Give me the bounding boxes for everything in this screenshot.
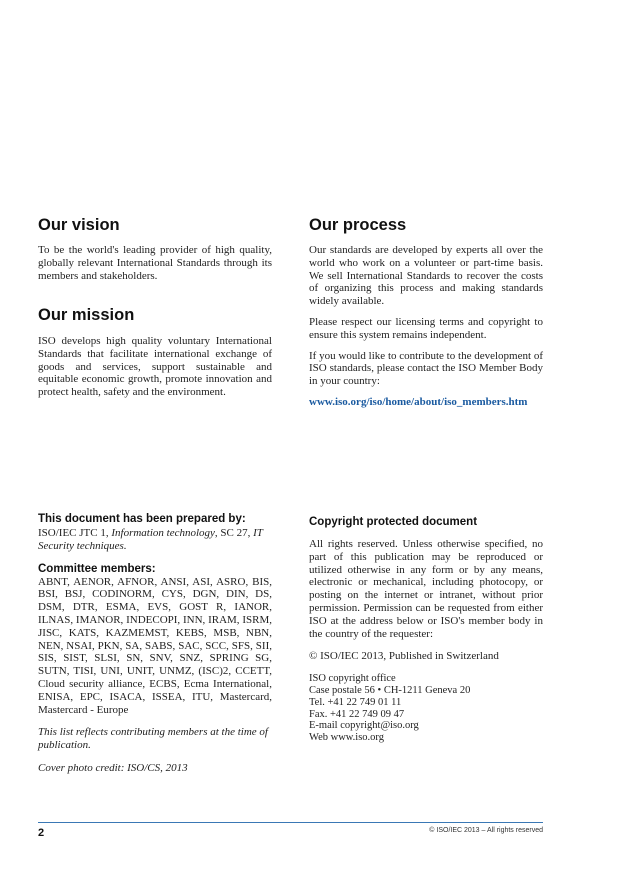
copyright-address (309, 673, 543, 744)
prepared-section (38, 513, 272, 775)
vision-text: To be the world's leading provider of high quality, globally relevant International Standards through its members and stakeholders. (38, 244, 272, 282)
process-heading: Our process (309, 216, 407, 234)
process-section (309, 216, 543, 409)
address-line: E-mail copyright@iso.org (309, 720, 419, 732)
committee-members-list: ABNT, AENOR, AFNOR, ANSI, ASI, ASRO, BIS, BSI, BSJ, CODINORM, CYS, DGN, DIN, DS, DSM, DTR, ESMA, EVS, GOST R, IANOR, ILNAS, IMANOR, INDECOPI, INN, IRAM, ISRM, JISC, KATS, KAZMEMST, KEBS, MSB, NBN, NEN, NSAI, PKN, SA, SABS, SAC, SCC, SFS, SII, SIS, SIST, SLSI, SN, SNV, SNZ, SPRING SG, SUTN, TISI, UNI, UNIT, UNMZ, (ISC)2, CCETT, Cloud security alliance, ECBS, Ecma International, ENISA, EPC, ISACA, ISSEA, ITU, Mastercard, Mastercard - Europe (38, 575, 272, 716)
prepared-subcommittee: , SC 27, (214, 527, 251, 539)
copyright-heading: Copyright protected document (309, 516, 478, 528)
mission-text: ISO develops high quality voluntary International Standards that facilitate international exchange of goods and services, support sustainable and equitable economic growth, promote innovation and protect health, safety and the environment. (38, 335, 272, 399)
vision-section (38, 216, 272, 282)
committee-heading: Committee members: (38, 562, 156, 575)
page-number: 2 (38, 827, 45, 839)
address-line: Fax. +41 22 749 09 47 (309, 708, 405, 720)
mission-section (38, 306, 272, 399)
prepared-committee: ISO/IEC JTC 1, (38, 527, 109, 539)
copyright-notice: © ISO/IEC 2013, Published in Switzerland (309, 650, 499, 663)
address-line: Tel. +41 22 749 01 11 (309, 696, 402, 708)
prepared-text (38, 527, 272, 553)
copyright-text: All rights reserved. Unless otherwise specified, no part of this publication may be reproduced or utilized otherwise in any form or by any means, electronic or mechanical, including photocopy, or posting on the internet or intranet, without prior permission. Permission can be requested from either ISO at the address below or ISO's member body in the country of the requester: (309, 538, 543, 640)
prepared-heading: This document has been prepared by: (38, 513, 246, 525)
prepared-subcommittee-title: IT Security techniques. (38, 527, 263, 552)
address-line: Case postale 56 • CH-1211 Geneva 20 (309, 684, 471, 696)
process-paragraph-1: Our standards are developed by experts all over the world who work on a volunteer or part-time basis. We sell International Standards to recover the costs of organizing this process and making standards widely available. (309, 244, 543, 308)
footer-copyright: © ISO/IEC 2013 – All rights reserved (429, 827, 543, 834)
committee-note: This list reflects contributing members at the time of publication. (38, 726, 268, 752)
address-line: ISO copyright office (309, 673, 396, 685)
copyright-section (309, 516, 543, 744)
process-paragraph-3: If you would like to contribute to the development of ISO standards, please contact the ISO Member Body in your country: (309, 349, 543, 388)
process-paragraph-2: Please respect our licensing terms and copyright to ensure this system remains independent. (309, 315, 543, 341)
address-line: Web www.iso.org (309, 732, 384, 744)
vision-heading: Our vision (38, 216, 120, 234)
members-link[interactable]: www.iso.org/iso/home/about/iso_members.htm (309, 395, 528, 408)
mission-heading: Our mission (38, 306, 135, 324)
footer-divider (38, 822, 543, 823)
photo-credit: Cover photo credit: ISO/CS, 2013 (38, 761, 188, 774)
prepared-committee-title: Information technology (111, 527, 215, 539)
